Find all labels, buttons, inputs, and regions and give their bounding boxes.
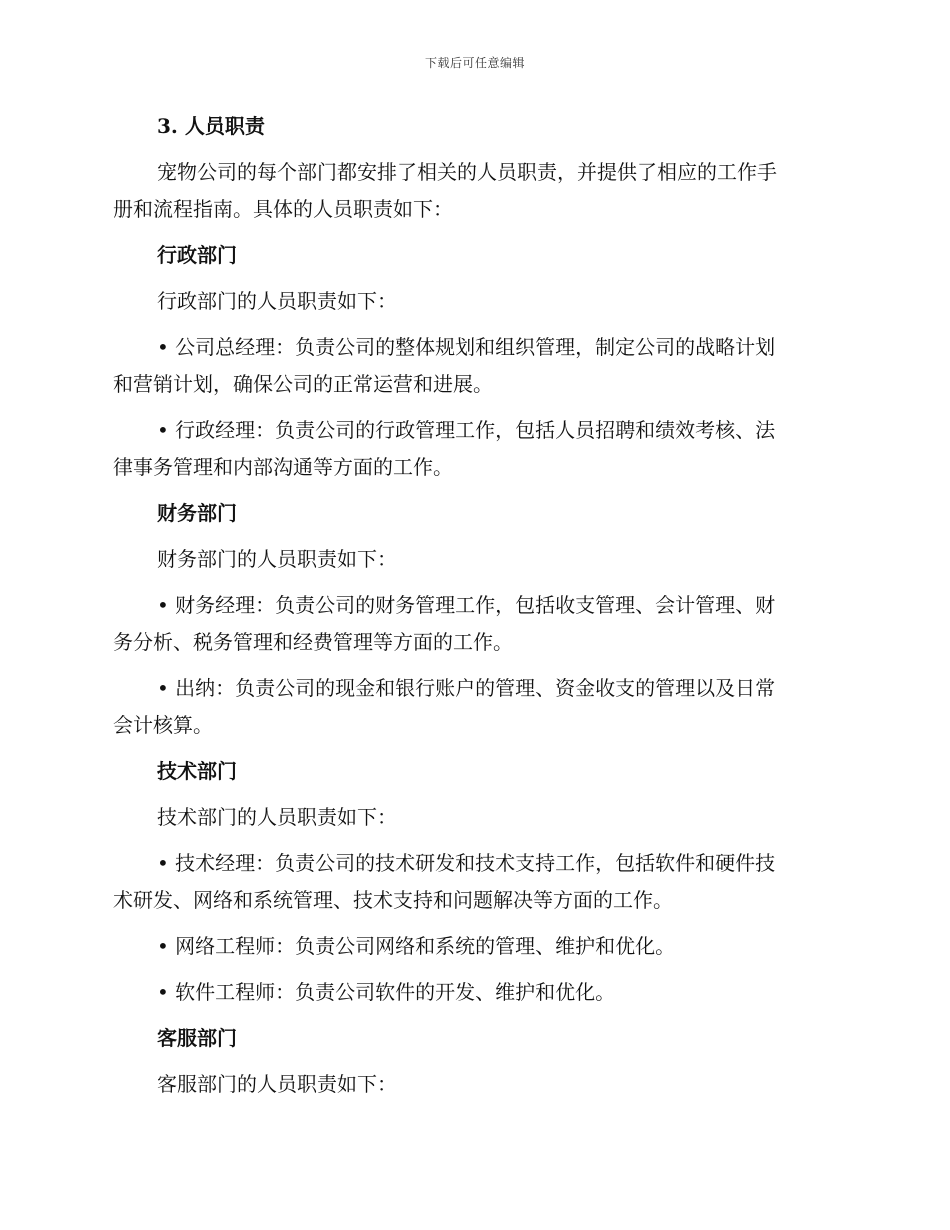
admin-item2-line1: • 行政经理：负责公司的行政管理工作，包括人员招聘和绩效考核、法 [157,418,776,442]
tech-item1-line2: 术研发、网络和系统管理、技术支持和问题解决等方面的工作。 [113,888,673,912]
service-heading: 客服部门 [157,1026,237,1050]
finance-heading: 财务部门 [157,501,237,525]
admin-item2-line2: 律事务管理和内部沟通等方面的工作。 [113,455,453,479]
tech-item2: • 网络工程师：负责公司网络和系统的管理、维护和优化。 [157,934,676,958]
admin-item1-line1: • 公司总经理：负责公司的整体规划和组织管理，制定公司的战略计划 [157,335,776,359]
intro-line-2: 册和流程指南。具体的人员职责如下： [113,197,453,221]
finance-lead: 财务部门的人员职责如下： [157,547,397,571]
admin-item1-line2: 和营销计划，确保公司的正常运营和进展。 [113,372,493,396]
finance-item2-line1: • 出纳：负责公司的现金和银行账户的管理、资金收支的管理以及日常 [157,676,776,700]
admin-heading: 行政部门 [157,243,237,267]
document-body [113,108,831,1103]
service-lead: 客服部门的人员职责如下： [157,1072,397,1096]
finance-item2-line2: 会计核算。 [113,713,213,737]
tech-item1-line1: • 技术经理：负责公司的技术研发和技术支持工作，包括软件和硬件技 [157,851,776,875]
tech-item3: • 软件工程师：负责公司软件的开发、维护和优化。 [157,980,616,1004]
tech-lead: 技术部门的人员职责如下： [157,805,397,829]
admin-lead: 行政部门的人员职责如下： [157,289,397,313]
finance-item1-line1: • 财务经理：负责公司的财务管理工作，包括收支管理、会计管理、财 [157,593,776,617]
finance-item1-line2: 务分析、税务管理和经费管理等方面的工作。 [113,630,513,654]
intro-line-1: 宠物公司的每个部门都安排了相关的人员职责，并提供了相应的工作手 [157,160,777,184]
header-note: 下载后可任意编辑 [424,56,525,70]
section-title: 3. 人员职责 [157,114,265,138]
tech-heading: 技术部门 [157,759,237,783]
